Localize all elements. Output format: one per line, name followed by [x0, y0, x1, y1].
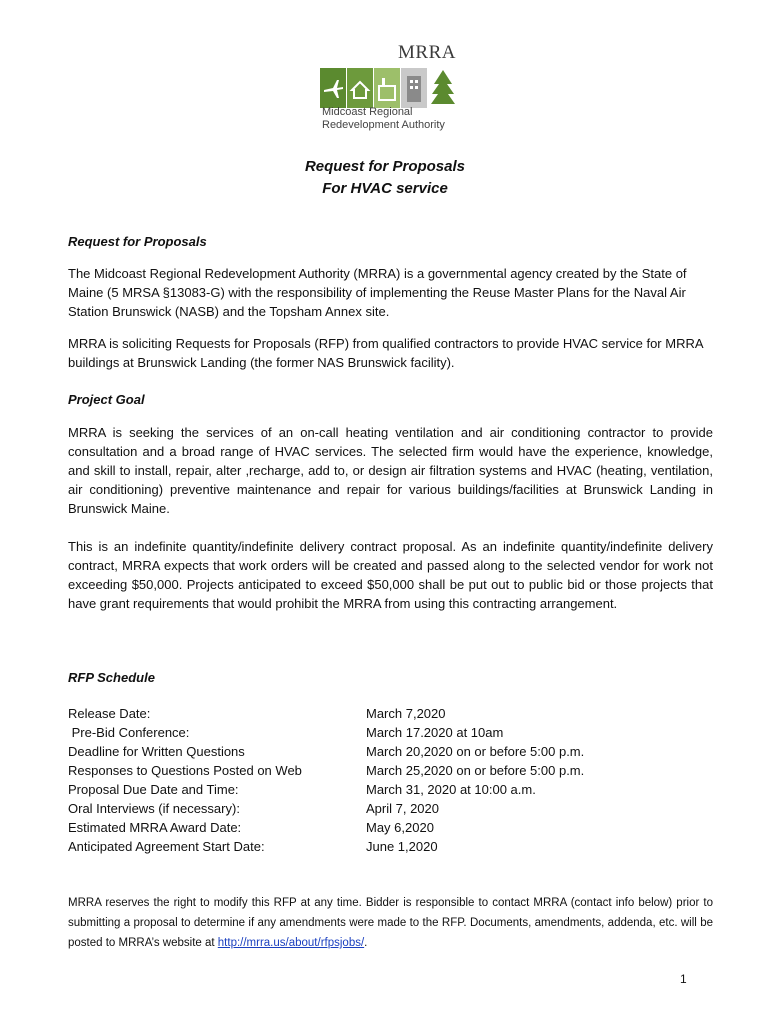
- schedule-label: Oral Interviews (if necessary):: [68, 801, 240, 816]
- schedule-row: [68, 725, 713, 744]
- schedule-value: March 31, 2020 at 10:00 a.m.: [366, 782, 536, 797]
- schedule-heading: RFP Schedule: [68, 670, 155, 685]
- schedule-label: Anticipated Agreement Start Date:: [68, 839, 265, 854]
- project-goal-paragraph-1: MRRA is seeking the services of an on-call heating ventilation and air conditioning contractor to provide consultation and a broad range of HVAC services. The selected firm would have the experience, knowledge, and skill to install, repair, alter ,recharge, add to, or design air filtration systems and HVAC (heating, ventilation, air conditioning) preventive maintenance and repair for various buildings/facilities at Brunswick Landing in Brunswick Maine.: [68, 425, 713, 516]
- document-title-line1: Request for Proposals: [304, 158, 466, 175]
- logo-graphic: [320, 68, 460, 108]
- footer-note: [68, 893, 713, 953]
- schedule-label: Estimated MRRA Award Date:: [68, 820, 242, 835]
- building-icon: [401, 68, 427, 108]
- footer-trailing: .: [364, 937, 368, 949]
- schedule-label: Responses to Questions Posted on Web: [68, 763, 302, 778]
- schedule-value: March 17.2020 at 10am: [366, 725, 504, 740]
- schedule-value: April 7, 2020: [366, 801, 439, 816]
- schedule-row: [68, 706, 713, 725]
- schedule-label: Proposal Due Date and Time:: [68, 782, 239, 797]
- schedule-row: [68, 820, 713, 839]
- rfp-jobs-link[interactable]: http://mrra.us/about/rfpsjobs/: [217, 937, 365, 949]
- footer-text: MRRA reserves the right to modify this RFP at any time. Bidder is responsible to contact MRRA (contact info below) prior to submitting a proposal to determine if any amendments were made to the RFP. Documents, amendments, addenda, etc. will be posted to MRRA’s website at: [68, 897, 713, 949]
- schedule-value: March 25,2020 on or before 5:00 p.m.: [366, 763, 585, 778]
- schedule-row: [68, 763, 713, 782]
- house-icon: [347, 68, 373, 108]
- schedule-label: Release Date:: [68, 706, 151, 721]
- factory-icon: [374, 68, 400, 108]
- schedule-label: Pre-Bid Conference:: [68, 725, 190, 740]
- schedule-value: May 6,2020: [366, 820, 434, 835]
- logo-subtitle-line2: Redevelopment Authority: [322, 119, 445, 131]
- mrra-logo: [320, 42, 465, 134]
- schedule-row: [68, 782, 713, 801]
- logo-subtitle-line1: Midcoast Regional: [322, 106, 413, 118]
- project-goal-paragraph-2: This is an indefinite quantity/indefinite delivery contract proposal. As an indefinite quantity/indefinite delivery contract, MRRA expects that work orders will be created and passed along to the selected vendor for work not exceeding $50,000. Projects anticipated to exceed $50,000 shall be put out to public bid or those projects that have grant requirements that would prohibit the MRRA from using this contracting arrangement.: [68, 539, 713, 611]
- schedule-value: March 7,2020: [366, 706, 446, 721]
- schedule-row: [68, 801, 713, 820]
- schedule-label: Deadline for Written Questions: [68, 744, 245, 759]
- pine-tree-icon: [428, 68, 458, 108]
- rfp-heading: Request for Proposals: [68, 234, 207, 249]
- schedule-value: March 20,2020 on or before 5:00 p.m.: [366, 744, 585, 759]
- logo-wordmark: MRRA: [398, 42, 456, 63]
- schedule-value: June 1,2020: [366, 839, 438, 854]
- document-title-line2: For HVAC service: [322, 180, 448, 197]
- project-goal-heading: Project Goal: [68, 392, 145, 407]
- page-number: 1: [680, 972, 687, 986]
- schedule-row: [68, 744, 713, 763]
- rfp-paragraph-1: The Midcoast Regional Redevelopment Authority (MRRA) is a governmental agency created by the State of Maine (5 MRSA §13083-G) with the responsibility of implementing the Reuse Master Plans for the Naval Air Station Brunswick (NASB) and the Topsham Annex site.: [68, 266, 687, 319]
- airplane-icon: [320, 68, 346, 108]
- rfp-paragraph-2: MRRA is soliciting Requests for Proposals (RFP) from qualified contractors to provide HVAC service for MRRA buildings at Brunswick Landing (the former NAS Brunswick facility).: [68, 336, 703, 370]
- schedule-row: [68, 839, 713, 858]
